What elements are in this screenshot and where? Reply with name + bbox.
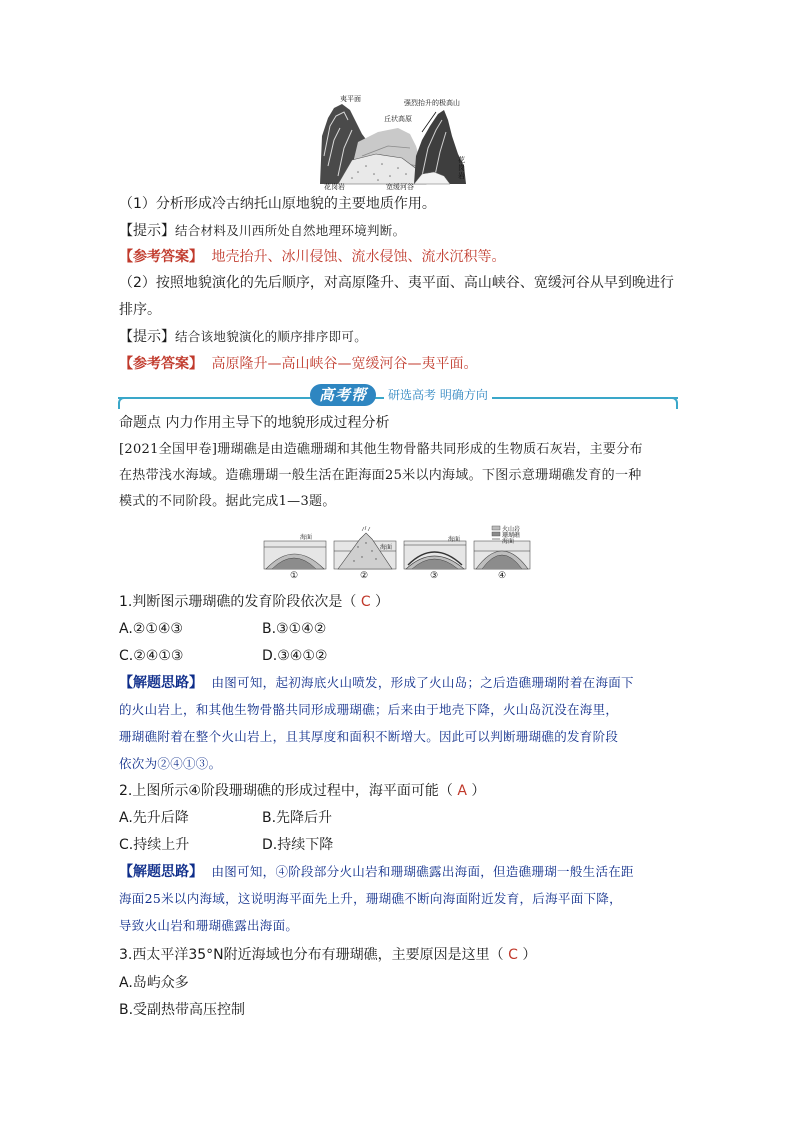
question2-stem	[119, 781, 485, 801]
stage-3-number: ③	[430, 571, 439, 581]
stage-1-sea-label: 海面	[300, 534, 313, 541]
q2-hint	[119, 327, 367, 347]
stage-2-sea-label: 海面	[380, 544, 393, 551]
question1-option-c: C.②④①③	[119, 648, 184, 664]
material-line3: 模式的不同阶段。据此完成1—3题。	[119, 494, 336, 509]
question3-option-b: B.受副热带高压控制	[119, 1002, 246, 1018]
label-granite-right: 花岗岩	[458, 156, 465, 180]
q2-stem-line2: 排序。	[119, 302, 161, 318]
material-line1: [2021全国甲卷]珊瑚礁是由造礁珊瑚和其他生物骨骼共同形成的生物质石灰岩，主要分布	[119, 442, 643, 457]
question2-option-d: D.持续下降	[262, 837, 334, 853]
legend-volcanic: 火山岩	[502, 526, 521, 533]
question1-stem	[119, 592, 389, 612]
banner-right-corner	[668, 397, 678, 409]
question2-stem-text: 2.上图所示④阶段珊瑚礁的形成过程中，海平面可能（	[119, 783, 458, 799]
q1-answer-text: 地壳抬升、冰川侵蚀、流水侵蚀、流水沉积等。	[211, 249, 506, 265]
question1-analysis-line3: 珊瑚礁附着在整个火山岩上，且其厚度和面积不断增大。因此可以判断珊瑚礁的发育阶段	[119, 729, 619, 744]
q1-answer-label: 【参考答案】	[119, 249, 203, 265]
label-granite-left: 花岗岩	[324, 183, 345, 191]
banner-left-corner	[118, 397, 128, 409]
stage-4-number: ④	[498, 571, 507, 581]
question2-option-b: B.先降后升	[262, 810, 333, 826]
question1-analysis-label: 【解题思路】	[119, 675, 203, 691]
legend-coral: 珊瑚礁	[502, 532, 521, 539]
question1-stem-close: ）	[370, 594, 390, 610]
question2-answer: A	[457, 783, 467, 799]
material-line2: 在热带浅水海域。造礁珊瑚一般生活在距海面25米以内海域。下图示意珊瑚礁发育的一种	[119, 468, 642, 483]
question1-option-d: D.③④①②	[262, 648, 328, 664]
question2-analysis-line2: 海面25米以内海域，这说明海平面先上升，珊瑚礁不断向海面附近发育，后海平面下降，	[119, 891, 622, 906]
plateau-landform-drawing	[318, 96, 468, 192]
question2-analysis-label: 【解题思路】	[119, 864, 203, 880]
q1-answer	[119, 247, 505, 267]
q2-hint-text: 结合该地貌演化的顺序排序即可。	[175, 329, 368, 344]
legend-coral-swatch	[492, 532, 500, 536]
stage-3-panel	[404, 541, 466, 569]
coral-stages-figure	[262, 525, 532, 583]
plateau-landform-figure	[318, 96, 468, 192]
q2-answer	[119, 354, 477, 374]
stage-4-panel	[474, 541, 530, 569]
label-yiping: 夷平面	[340, 95, 361, 103]
question3-stem	[119, 945, 536, 965]
question1-option-b: B.③①④②	[262, 621, 327, 637]
q2-answer-text: 高原隆升—高山峡谷—宽缓河谷—夷平面。	[211, 356, 478, 372]
question2-analysis-line1	[119, 862, 634, 882]
question1-analysis-line1	[119, 673, 634, 693]
question1-answer: C	[360, 594, 371, 610]
question2-analysis-text1: 由图可知，④阶段部分火山岩和珊瑚礁露出海面，但造礁珊瑚一般生活在距	[211, 864, 634, 879]
question1-analysis-text1: 由图可知，起初海底火山喷发，形成了火山岛；之后造礁珊瑚附着在海面下	[211, 675, 634, 690]
question2-stem-close: ）	[466, 783, 486, 799]
legend-volcanic-swatch	[492, 526, 500, 530]
stage-1-panel	[264, 541, 326, 569]
legend-sea: 海面	[502, 538, 515, 545]
q2-stem-line1: （2）按照地貌演化的先后顺序，对高原隆升、夷平面、高山峡谷、宽缓河谷从早到晚进行	[119, 275, 674, 291]
label-uplift-mountain: 强烈抬升的极高山	[404, 99, 460, 107]
question1-option-a: A.②①④③	[119, 621, 183, 637]
label-wide-valley: 宽缓河谷	[386, 183, 414, 191]
topic-title: 命题点 内力作用主导下的地貌形成过程分析	[119, 415, 390, 431]
question1-analysis-line4: 依次为②④①③。	[119, 756, 222, 771]
banner-badge: 高考帮	[310, 384, 376, 406]
question3-stem-close: ）	[517, 947, 537, 963]
question3-stem-text: 3.西太平洋35°N附近海域也分布有珊瑚礁，主要原因是这里（	[119, 947, 509, 963]
q1-hint-text: 结合材料及川西所处自然地理环境判断。	[175, 223, 406, 238]
q1-hint-label: 【提示】	[119, 223, 175, 239]
stage-1-number: ①	[290, 571, 299, 581]
label-hill-plateau: 丘状高原	[384, 115, 412, 123]
question3-answer: C	[508, 947, 518, 963]
q1-stem: （1）分析形成冷古纳托山原地貌的主要地质作用。	[119, 196, 436, 212]
banner-subtitle: 研选高考 明确方向	[384, 386, 492, 403]
q2-answer-label: 【参考答案】	[119, 356, 203, 372]
question2-analysis-line3: 导致火山岩和珊瑚礁露出海面。	[119, 918, 299, 933]
question2-option-c: C.持续上升	[119, 837, 190, 853]
question1-stem-text: 1.判断图示珊瑚礁的发育阶段依次是（	[119, 594, 361, 610]
question3-option-a: A.岛屿众多	[119, 975, 189, 991]
q2-hint-label: 【提示】	[119, 329, 175, 345]
q1-hint	[119, 221, 405, 241]
stage-3-sea-label: 海面	[448, 536, 461, 543]
question1-analysis-line2: 的火山岩上，和其他生物骨骼共同形成珊瑚礁；后来由于地壳下降，火山岛沉没在海里，	[119, 702, 619, 717]
stage-2-number: ②	[360, 571, 369, 581]
gaokao-banner	[118, 384, 678, 408]
question2-option-a: A.先升后降	[119, 810, 189, 826]
